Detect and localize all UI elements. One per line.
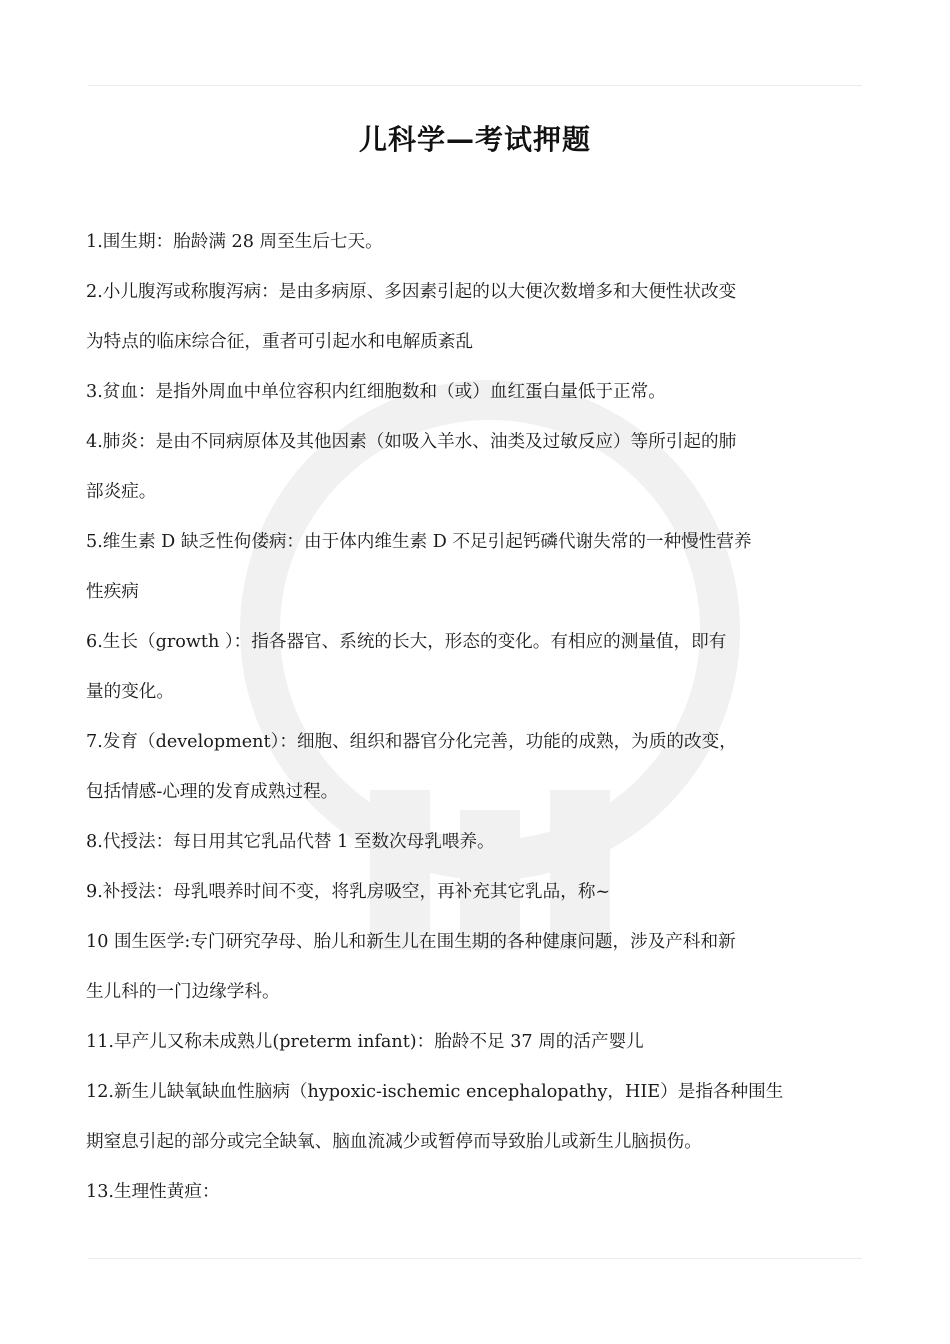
entry-line: 1.围生期：胎龄满 28 周至生后七天。 [86,232,383,252]
entry-line: 为特点的临床综合征，重者可引起水和电解质紊乱 [86,332,474,352]
entry-7 [86,717,866,817]
entry-line: 部炎症。 [86,482,157,502]
entry-line: 3.贫血：是指外周血中单位容积内红细胞数和（或）血红蛋白量低于正常。 [86,382,666,402]
entry-line: 性疾病 [86,582,139,602]
document-body [86,217,866,1217]
entry-line: 12.新生儿缺氧缺血性脑病（hypoxic-ischemic encephalopathy，HIE）是指各种围生 [86,1082,784,1102]
entry-5 [86,517,866,617]
entry-6 [86,617,866,717]
entry-8 [86,817,866,867]
entry-9 [86,867,866,917]
entry-line: 包括情感-心理的发育成熟过程。 [86,782,339,802]
entry-line: 11.早产儿又称未成熟儿(preterm infant)：胎龄不足 37 周的活产婴儿 [86,1032,644,1052]
entry-2 [86,267,866,367]
page-title: 儿科学—考试押题 [358,123,591,156]
header-rule [88,85,862,86]
entry-line: 9.补授法：母乳喂养时间不变，将乳房吸空，再补充其它乳品，称~ [86,882,611,902]
entry-line: 13.生理性黄疸： [86,1182,220,1202]
entry-line: 7.发育（development）：细胞、组织和器官分化完善，功能的成熟，为质的改变， [86,732,737,752]
entry-line: 6.生长（growth ）：指各器官、系统的长大，形态的变化。有相应的测量值，即有 [86,632,727,652]
entry-line: 4.肺炎：是由不同病原体及其他因素（如吸入羊水、油类及过敏反应）等所引起的肺 [86,432,737,452]
entry-line: 5.维生素 D 缺乏性佝偻病：由于体内维生素 D 不足引起钙磷代谢失常的一种慢性营养 [86,532,752,552]
entry-line: 10 围生医学:专门研究孕母、胎儿和新生儿在围生期的各种健康问题，涉及产科和新 [86,932,736,952]
entry-12 [86,1067,866,1167]
entry-13 [86,1167,866,1217]
entry-line: 2.小儿腹泻或称腹泻病：是由多病原、多因素引起的以大便次数增多和大便性状改变 [86,282,737,302]
entry-10 [86,917,866,1017]
entry-1 [86,217,866,267]
entry-4 [86,417,866,517]
entry-3 [86,367,866,417]
entry-line: 量的变化。 [86,682,174,702]
entry-11 [86,1017,866,1067]
footer-rule [88,1258,862,1259]
entry-line: 8.代授法：每日用其它乳品代替 1 至数次母乳喂养。 [86,832,495,852]
entry-line: 生儿科的一门边缘学科。 [86,982,280,1002]
entry-line: 期窒息引起的部分或完全缺氧、脑血流减少或暂停而导致胎儿或新生儿脑损伤。 [86,1132,702,1152]
